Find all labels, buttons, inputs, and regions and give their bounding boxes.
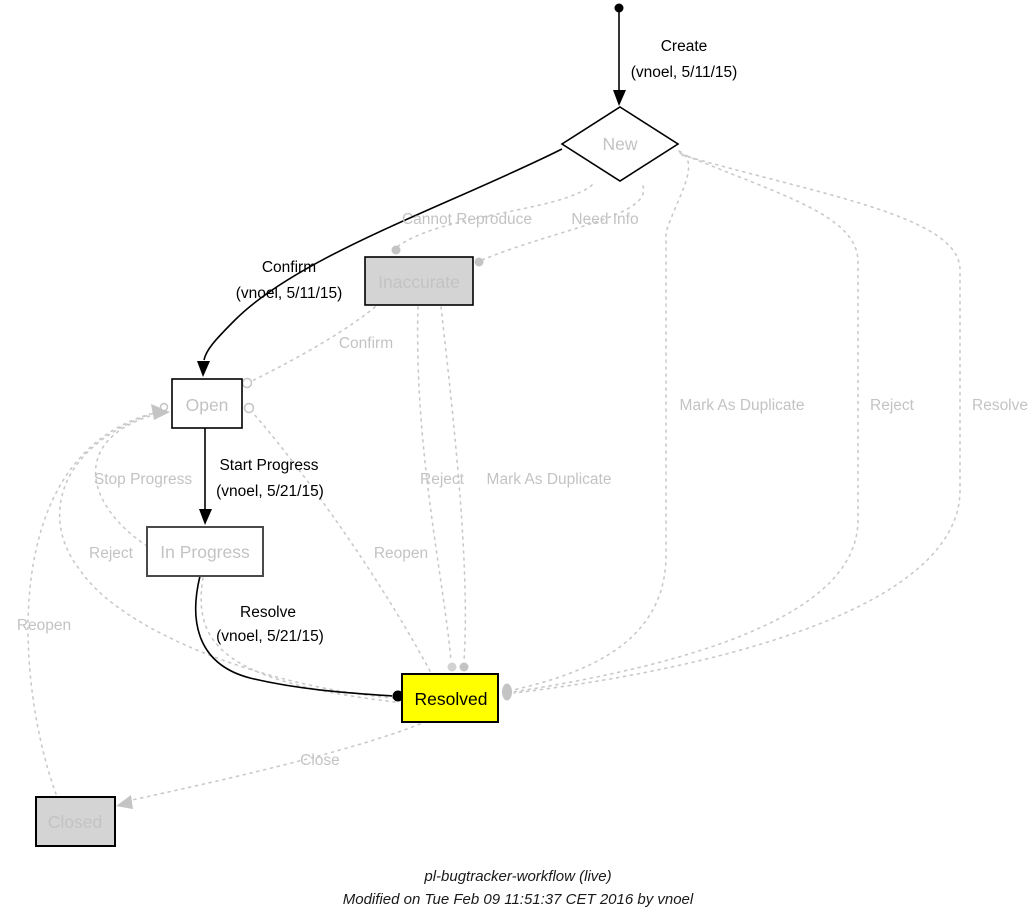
label-create: Create [660, 38, 708, 55]
edge-resolve-new-to-resolved [514, 155, 960, 693]
label-resolve-right: Resolve [972, 397, 1028, 414]
node-inaccurate-label: Inaccurate [378, 272, 460, 292]
label-reject-left: Reject [89, 545, 133, 562]
label-start-progress: Start Progress [219, 457, 319, 474]
caption [343, 868, 694, 908]
label-reopen-left: Reopen [16, 617, 72, 634]
endpoint-inaccurate-right-icon [475, 258, 484, 267]
labels-available [17, 211, 1028, 769]
endpoint-open-left-icon [161, 404, 168, 411]
node-new-label: New [602, 134, 638, 154]
edge-confirm-line [204, 149, 562, 360]
caption-modified: Modified on Tue Feb 09 11:51:37 CET 2016 by vnoel [342, 891, 694, 908]
edge-close [132, 724, 420, 800]
edges-taken [196, 4, 626, 702]
edge-mark-as-duplicate-new-to-resolved [513, 151, 689, 690]
endpoint-open-right-icon [245, 404, 254, 413]
endpoint-open-topright-icon [243, 379, 252, 388]
arrowhead-create-icon [613, 90, 626, 106]
label-cannot-reproduce: Cannot Reproduce [401, 211, 533, 228]
node-open-label: Open [185, 395, 229, 415]
arrowhead-into-closed-icon [116, 795, 133, 809]
endpoint-inaccurate-top-icon [392, 246, 401, 255]
label-confirm: Confirm [261, 259, 317, 276]
label-close: Close [300, 752, 340, 769]
label-resolve: Resolve [240, 604, 296, 621]
arrowhead-confirm-icon [197, 361, 210, 377]
edge-reject-new-to-resolved [513, 153, 858, 692]
label-reopen-mid: Reopen [373, 545, 429, 562]
label-mark-as-duplicate-mid: Mark As Duplicate [486, 471, 612, 488]
label-need-info: Need Info [571, 211, 639, 228]
caption-title: pl-bugtracker-workflow (live) [424, 868, 612, 885]
endpoint-resolved-top2-icon [460, 663, 469, 672]
label-reject-right: Reject [870, 397, 914, 414]
label-create-annotation: (vnoel, 5/11/15) [630, 64, 738, 81]
endpoint-resolved-top1-icon [448, 663, 457, 672]
label-reject-mid: Reject [420, 471, 464, 488]
label-confirm-gray: Confirm [338, 335, 394, 352]
label-start-progress-annotation: (vnoel, 5/21/15) [216, 483, 324, 500]
label-resolve-annotation: (vnoel, 5/21/15) [216, 628, 324, 645]
endpoint-resolved-right-icon [502, 684, 512, 701]
node-closed-label: Closed [47, 812, 103, 832]
label-confirm-annotation: (vnoel, 5/11/15) [235, 285, 343, 302]
node-in-progress-label: In Progress [160, 542, 250, 562]
arrowhead-start-progress-icon [199, 509, 212, 525]
label-mark-as-duplicate-right: Mark As Duplicate [679, 397, 805, 414]
labels-taken [216, 38, 737, 645]
label-stop-progress: Stop Progress [93, 471, 193, 488]
node-resolved-label: Resolved [414, 689, 488, 709]
